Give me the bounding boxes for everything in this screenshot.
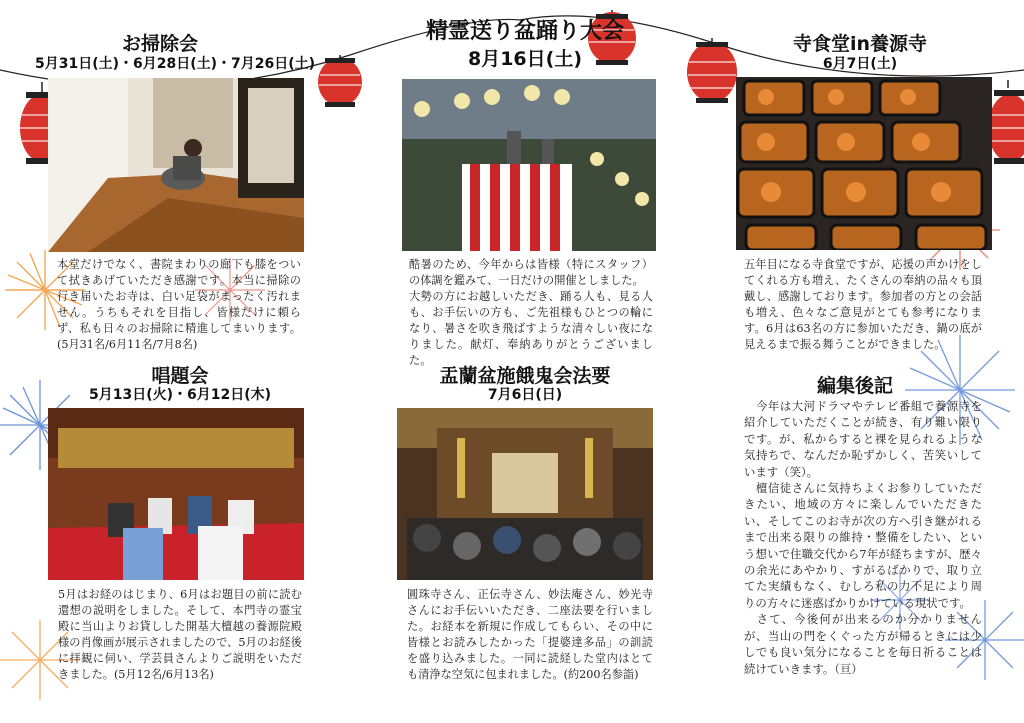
chanting-text: 5月はお経のはじまり、6月はお題目の前に読む還想の説明をしました。そして、本門寺の霊宝殿に当山よりお貸しした開基大檀越の養源院殿様の肖像画が展示されましたので、5月のお経後に拝観に伺い、学芸員さんよりご説明をいただきました。(5月12名/6月13名) (58, 588, 302, 681)
memorial-photo (397, 408, 653, 580)
food-title: 寺食堂in養源寺 (792, 33, 928, 55)
chanting-title: 唱題会 (151, 365, 209, 387)
chanting-date: 5月13日(火)・6月12日(木) (88, 387, 272, 403)
memorial-title: 盂蘭盆施餓鬼会法要 (439, 365, 611, 387)
cleaning-photo (48, 78, 304, 252)
festival-date: 8月16日(土) (467, 48, 583, 70)
food-text: 五年目になる寺食堂ですが、応援の声かけをしてくれる方も増え、たくさんの奉納の品々も頂戴し、感謝しております。参加者の方との会話も増え、色々なご意見がとても参考になります。6月は63名の方に参加いただき、鍋の底が見えるまで振る舞うことができました。 (744, 258, 982, 351)
memorial-text: 圓珠寺さん、正伝寺さん、妙法庵さん、妙光寺さんにお手伝いいただき、二座法要を行いました。お経本を新規に作成してもらい、その中に皆様とお読みしたかった「提婆達多品」の訓読を盛り込みました。一同に読経した堂内はとても清浄な空気に包まれました。(約200名参詣) (407, 588, 653, 681)
cleaning-text: 本堂だけでなく、書院まわりの廊下も膝をついて拭きあげていただき感謝です。本当に掃除の行き届いたお寺は、白い足袋がまったく汚れません。うちもそれを目指し、皆様だけに頼らず、私も日々のお掃除に精進してまいります。(5月31名/6月11名/7月8名) (57, 258, 301, 351)
editor-title: 編集後記 (816, 375, 893, 397)
editor-text: 今年は大河ドラマやテレビ番組で養源寺を紹介していただくことが続き、有り難い限りです。が、私からすると裸を見られるような気持ちで、なんだか恥ずかしく、苦笑いしています（笑）。 檀信徒さんに気持ちよくお参りしていただきたい、地域の方々に楽しんでいただきたい、そしてこのお寺が次の方へ引き継がれるまで出来る限りの維持・整備をしたい、という想いで住職交代から7年が経ちますが、歴々の余光にあやかり、すがるばかりで、取り立てた実績もなく、むしろ私の力不足により周りの方々に迷惑ばかりかけている現状です。 さて、今後何が出来るのか分かりませんが、当山の門をくぐった方が帰るときには少しでも良い気分になることを毎日祈ることは続けていきます。（亘） (744, 399, 982, 676)
food-photo (736, 77, 992, 250)
memorial-date: 7月6日(日) (487, 387, 563, 403)
chanting-photo (48, 408, 304, 580)
festival-photo (402, 79, 656, 251)
cleaning-date: 5月31日(土)・6月28日(土)・7月26日(土) (34, 56, 316, 72)
festival-title: 精霊送り盆踊り大会 (425, 19, 624, 44)
food-date: 6月7日(土) (822, 56, 898, 72)
lantern-icon (988, 80, 1024, 164)
cleaning-title: お掃除会 (121, 33, 198, 55)
festival-text: 酷暑のため、今年からは皆様（特にスタッフ）の体調を鑑みて、一日だけの開催としました。 大勢の方にお越しいただき、踊る人も、見る人も、お手伝いの方も、ご先祖様もひとつの輪になり、暑さを吹き飛ばすような清々しい夜になりました。献灯、奉納ありがとうございました。 (409, 258, 653, 367)
